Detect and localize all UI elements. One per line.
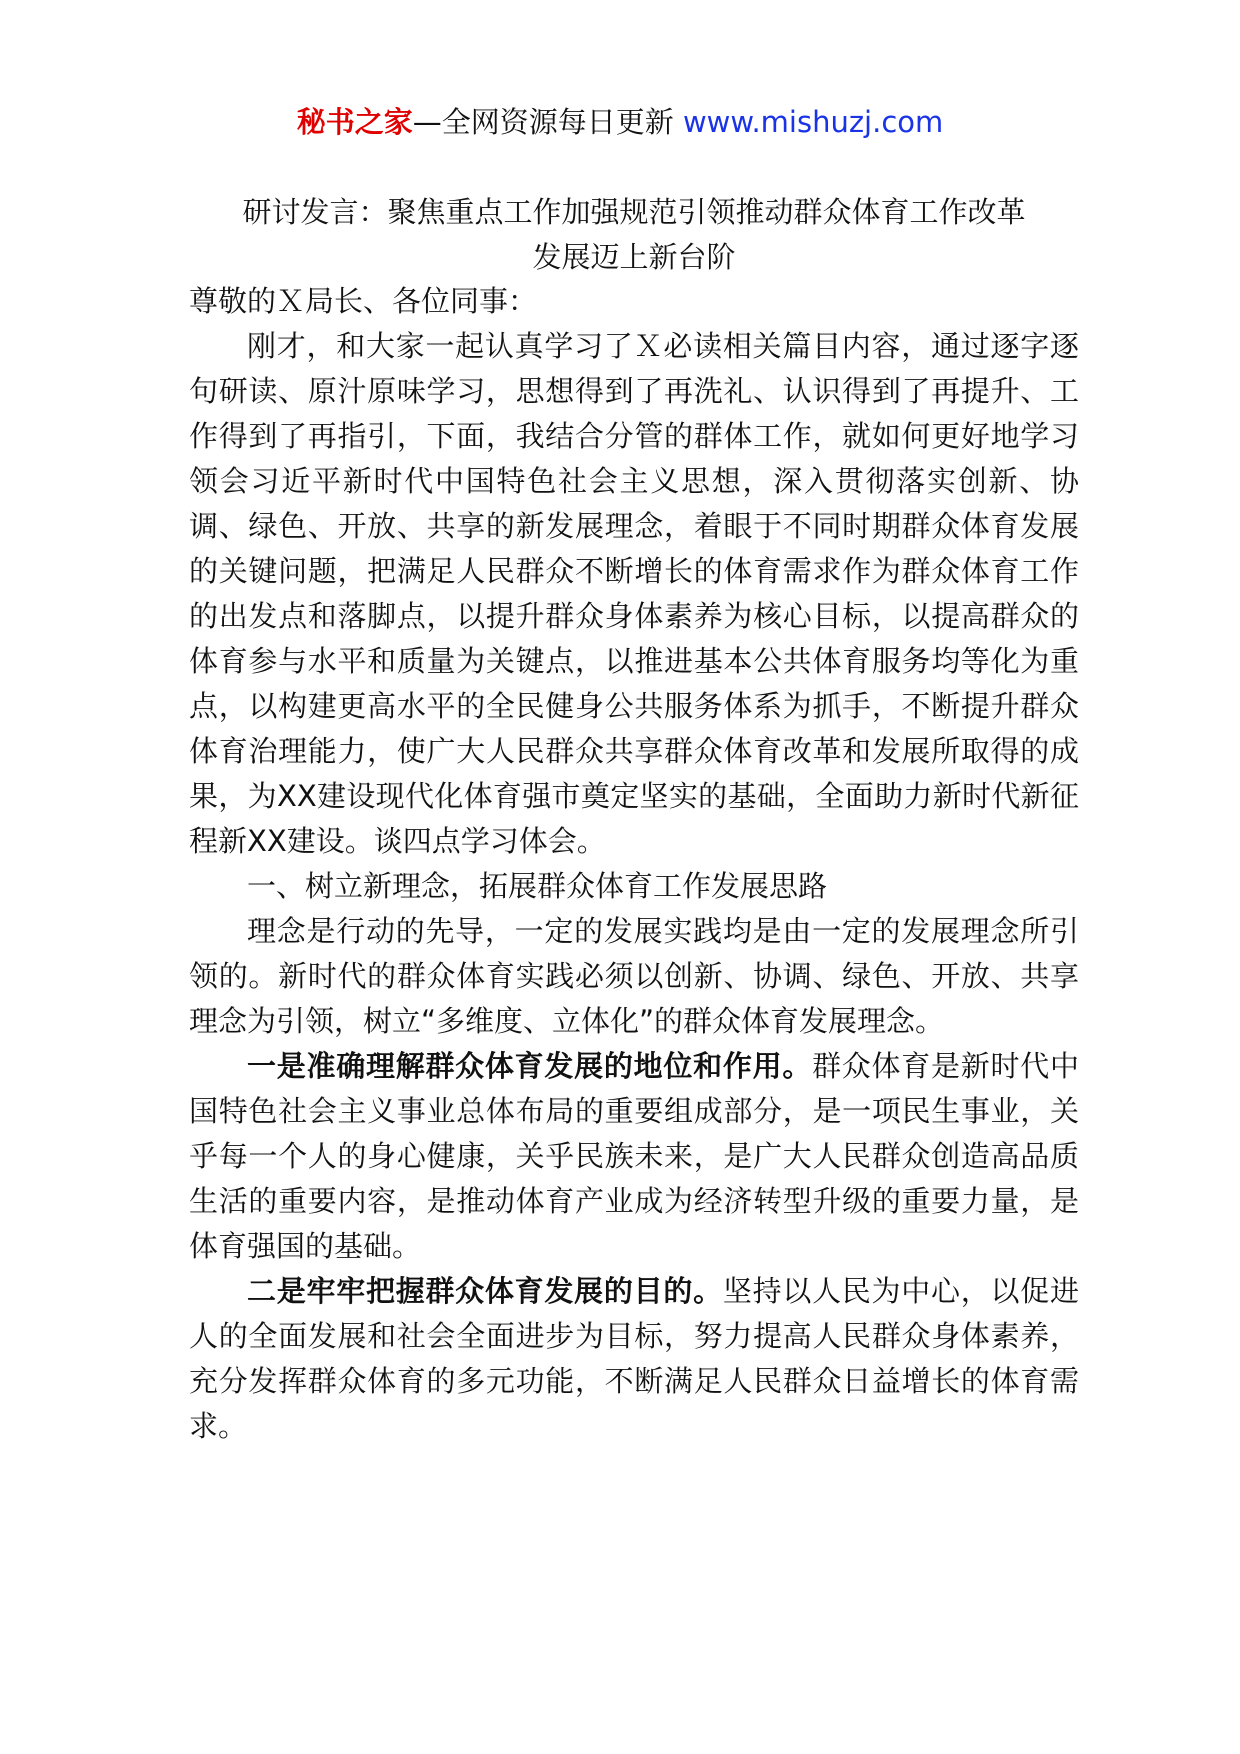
site-url-link[interactable]: www.mishuzj.com bbox=[682, 105, 944, 139]
title-line-1: 研讨发言：聚焦重点工作加强规范引领推动群众体育工作改革 bbox=[242, 195, 1026, 229]
site-banner bbox=[0, 100, 1240, 144]
section-heading-1: 一、树立新理念，拓展群众体育工作发展思路 bbox=[247, 869, 828, 903]
point-2-text: 坚持以人民为中心，以促进人的全面发展和社会全面进步为目标，努力提高人民群众身体素养，充分发挥群众体育的多元功能，不断满足人民群众日益增长的体育需求。 bbox=[189, 1274, 1079, 1443]
brand-name: 秘书之家 bbox=[296, 105, 413, 139]
point-1-text: 群众体育是新时代中国特色社会主义事业总体布局的重要组成部分，是一项民生事业，关乎每一个人的身心健康，关乎民族未来，是广大人民群众创造高品质生活的重要内容，是推动体育产业成为经济转型升级的重要力量，是体育强国的基础。 bbox=[189, 1049, 1079, 1263]
banner-tagline: —全网资源每日更新 bbox=[412, 105, 683, 139]
intro-paragraph: 刚才，和大家一起认真学习了Ｘ必读相关篇目内容，通过逐字逐句研读、原汁原味学习，思想得到了再洗礼、认识得到了再提升、工作得到了再指引，下面，我结合分管的群体工作，就如何更好地学习领会习近平新时代中国特色社会主义思想，深入贯彻落实创新、协调、绿色、开放、共享的新发展理念，着眼于不同时期群众体育发展的关键问题，把满足人民群众不断增长的体育需求作为群众体育工作的出发点和落脚点，以提升群众身体素养为核心目标，以提高群众的体育参与水平和质量为关键点，以推进基本公共体育服务均等化为重点，以构建更高水平的全民健身公共服务体系为抓手，不断提升群众体育治理能力，使广大人民群众共享群众体育改革和发展所取得的成果，为XX建设现代化体育强市奠定坚实的基础，全面助力新时代新征程新XX建设。谈四点学习体会。 bbox=[189, 329, 1079, 858]
concept-paragraph: 理念是行动的先导，一定的发展实践均是由一定的发展理念所引领的。新时代的群众体育实践必须以创新、协调、绿色、开放、共享理念为引领，树立“多维度、立体化”的群众体育发展理念。 bbox=[189, 914, 1079, 1038]
point-1-lead: 一是准确理解群众体育发展的地位和作用。 bbox=[247, 1049, 813, 1083]
salutation: 尊敬的Ｘ局长、各位同事： bbox=[189, 284, 538, 318]
document-title bbox=[189, 190, 1079, 280]
document-body bbox=[189, 190, 1079, 1449]
title-line-2: 发展迈上新台阶 bbox=[532, 240, 736, 274]
point-2-lead: 二是牢牢把握群众体育发展的目的。 bbox=[247, 1274, 723, 1308]
point-1-paragraph bbox=[189, 1044, 1079, 1269]
point-2-paragraph bbox=[189, 1269, 1079, 1449]
